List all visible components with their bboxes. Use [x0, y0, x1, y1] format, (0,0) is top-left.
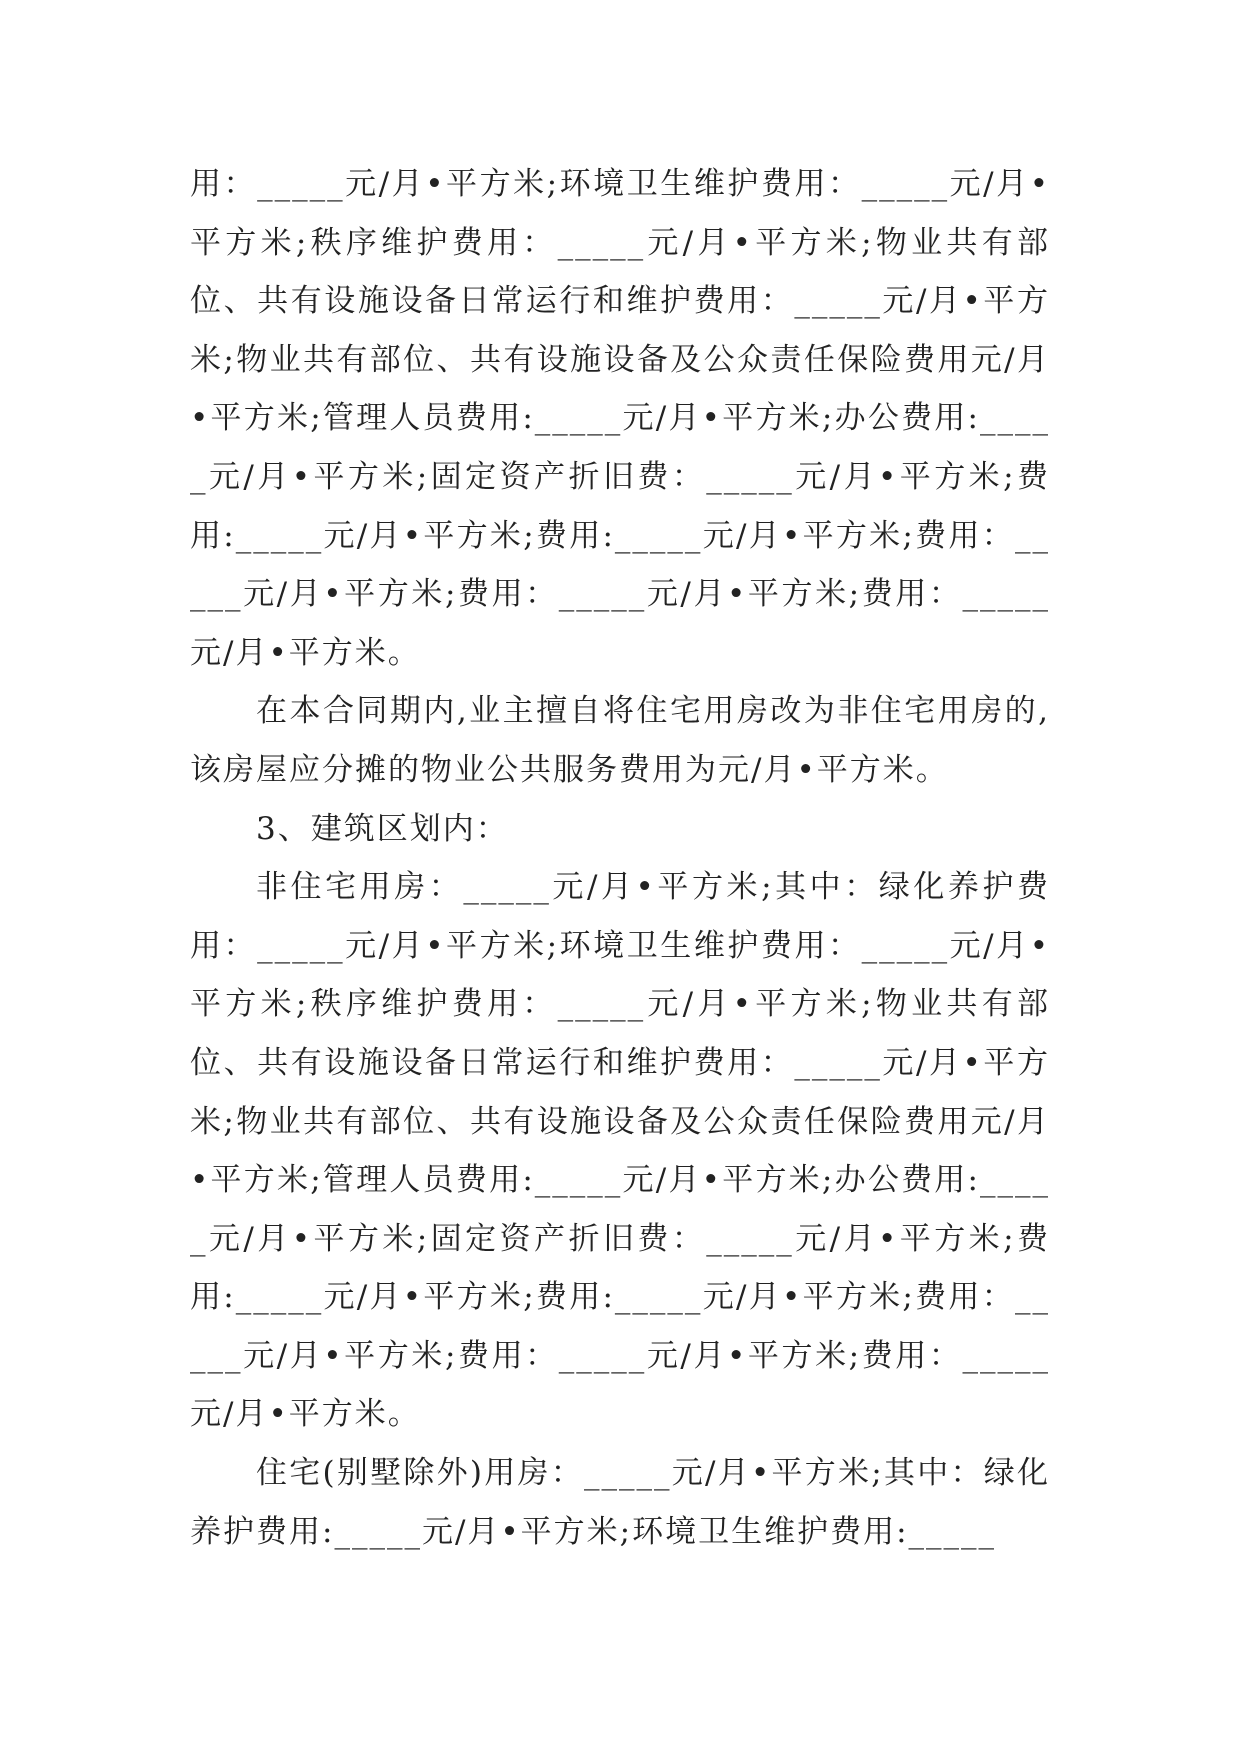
paragraph-residential-fees: 住宅(别墅除外)用房：_____元/月•平方米;其中：绿化养护费用:_____元/月•平方米;环境卫生维护费用:_____ — [190, 1455, 1050, 1550]
section-heading-building-zone: 3、建筑区划内： — [256, 810, 509, 847]
paragraph-non-residential-fees: 非住宅用房：_____元/月•平方米;其中：绿化养护费用：_____元/月•平方米;环境卫生维护费用：_____元/月•平方米;秩序维护费用：_____元/月•平方米;物业共有部位、共有设施设备日常运行和维护费用：_____元/月•平方米;物业共有部位、共有设施设备及公众责任保险费用元/月•平方米;管理人员费用:_____元/月•平方米;办公费用:_____元/月•平方米;固定资产折旧费：_____元/月•平方米;费用:_____元/月•平方米;费用:_____元/月•平方米;费用：_____元/月•平方米;费用：_____元/月•平方米;费用：_____元/月•平方米。 — [190, 869, 1050, 1433]
paragraph-fee-breakdown-continued: 用：_____元/月•平方米;环境卫生维护费用：_____元/月•平方米;秩序维护费用：_____元/月•平方米;物业共有部位、共有设施设备日常运行和维护费用：_____元/月•平方米;物业共有部位、共有设施设备及公众责任保险费用元/月•平方米;管理人员费用:_____元/月•平方米;办公费用:_____元/月•平方米;固定资产折旧费：_____元/月•平方米;费用:_____元/月•平方米;费用:_____元/月•平方米;费用：_____元/月•平方米;费用：_____元/月•平方米;费用：_____元/月•平方米。 — [190, 166, 1050, 671]
paragraph-residential-conversion: 在本合同期内,业主擅自将住宅用房改为非住宅用房的,该房屋应分摊的物业公共服务费用为元/月•平方米。 — [190, 693, 1050, 788]
document-body — [190, 155, 1050, 1561]
